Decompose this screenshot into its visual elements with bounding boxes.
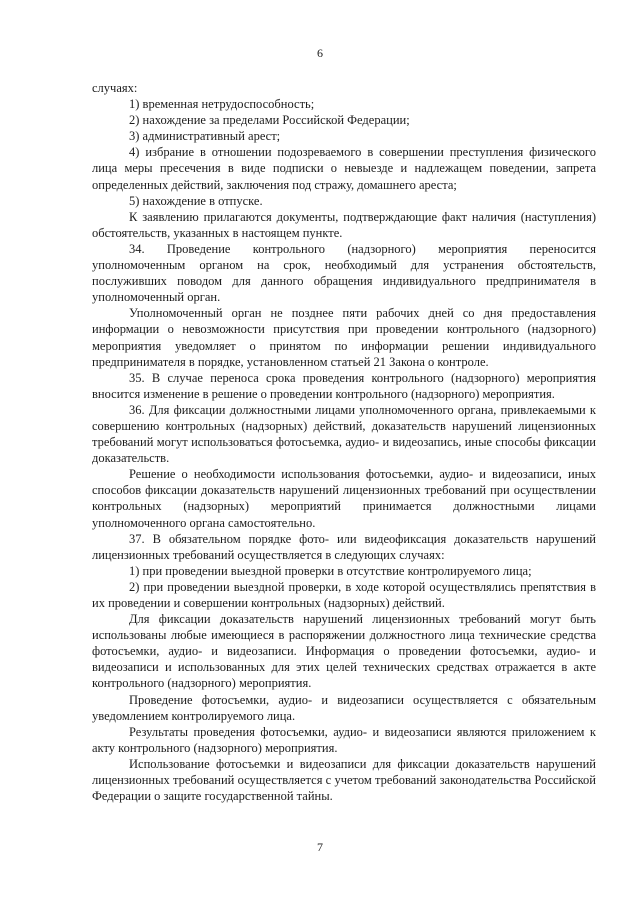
clause-34: 34. Проведение контрольного (надзорного) мероприятия переносится уполномоченным органом на срок, необходимый для устранения обстоятельств, послуживших поводом для данного обращения индивидуального предпринимателя в уполномоченный орган. — [92, 241, 596, 305]
page-number-top: 6 — [317, 46, 323, 60]
page-number-bottom: 7 — [317, 840, 323, 854]
list-item: 2) при проведении выездной проверки, в ходе которой осуществлялись препятствия в их проведении и совершении контрольных (надзорных) действий. — [92, 579, 596, 610]
paragraph: случаях: — [92, 81, 138, 95]
list-item: 2) нахождение за пределами Российской Федерации; — [129, 113, 410, 128]
document-body — [92, 80, 596, 804]
clause-35: 35. В случае переноса срока проведения контрольного (надзорного) мероприятия вносится изменение в решение о проведении контрольного (надзорного) мероприятия. — [92, 370, 596, 401]
paragraph: Уполномоченный орган не позднее пяти рабочих дней со дня предоставления информации о невозможности присутствия при проведении контрольного (надзорного) мероприятия уведомляет о принятом по информации решении индивидуального предпринимателя в порядке, установленном статьей 21 Закона о контроле. — [92, 306, 596, 369]
paragraph: Для фиксации доказательств нарушений лицензионных требований могут быть использованы любые имеющиеся в распоряжении должностного лица технические средства фотосъемки, аудио- и видеозаписи. Информация о проведении фотосъемки, аудио- и видеозаписи и использованных для этих целей технических средствах отражается в акте контрольного (надзорного) мероприятия. — [92, 612, 596, 691]
paragraph: Результаты проведения фотосъемки, аудио- и видеозаписи являются приложением к акту контрольного (надзорного) мероприятия. — [92, 724, 596, 755]
list-item: 1) временная нетрудоспособность; — [129, 97, 315, 112]
clause-37: 37. В обязательном порядке фото- или видеофиксация доказательств нарушений лицензионных требований осуществляется в следующих случаях: — [92, 531, 596, 562]
list-item: 1) при проведении выездной проверки в отсутствие контролируемого лица; — [129, 563, 532, 578]
paragraph: Использование фотосъемки и видеозаписи для фиксации доказательств нарушений лицензионных требований осуществляется с учетом требований законодательства Российской Федерации о защите государственной тайны. — [92, 756, 596, 804]
list-item: 4) избрание в отношении подозреваемого в совершении преступления физического лица меры пресечения в виде подписки о невыезде и надлежащем поведении, запрета определенных действий, заключения под стражу, домашнего ареста; — [92, 145, 596, 192]
list-item: 5) нахождение в отпуске. — [129, 193, 263, 208]
clause-36: 36. Для фиксации должностными лицами уполномоченного органа, привлекаемыми к совершению контрольных (надзорных) действий, доказательств нарушений лицензионных требований могут использоваться фотосъемка, аудио- и видеозапись, иные способы фиксации доказательств. — [92, 402, 596, 466]
list-item: 3) административный арест; — [129, 129, 281, 144]
paragraph: Проведение фотосъемки, аудио- и видеозаписи осуществляется с обязательным уведомлением контролируемого лица. — [92, 692, 596, 723]
paragraph: К заявлению прилагаются документы, подтверждающие факт наличия (наступления) обстоятельств, указанных в настоящем пункте. — [92, 209, 596, 240]
paragraph: Решение о необходимости использования фотосъемки, аудио- и видеозаписи, иных способов фиксации доказательств нарушений лицензионных требований при осуществлении контрольных (надзорных) мероприятий принимается должностными лицами уполномоченного органа самостоятельно. — [92, 467, 596, 530]
